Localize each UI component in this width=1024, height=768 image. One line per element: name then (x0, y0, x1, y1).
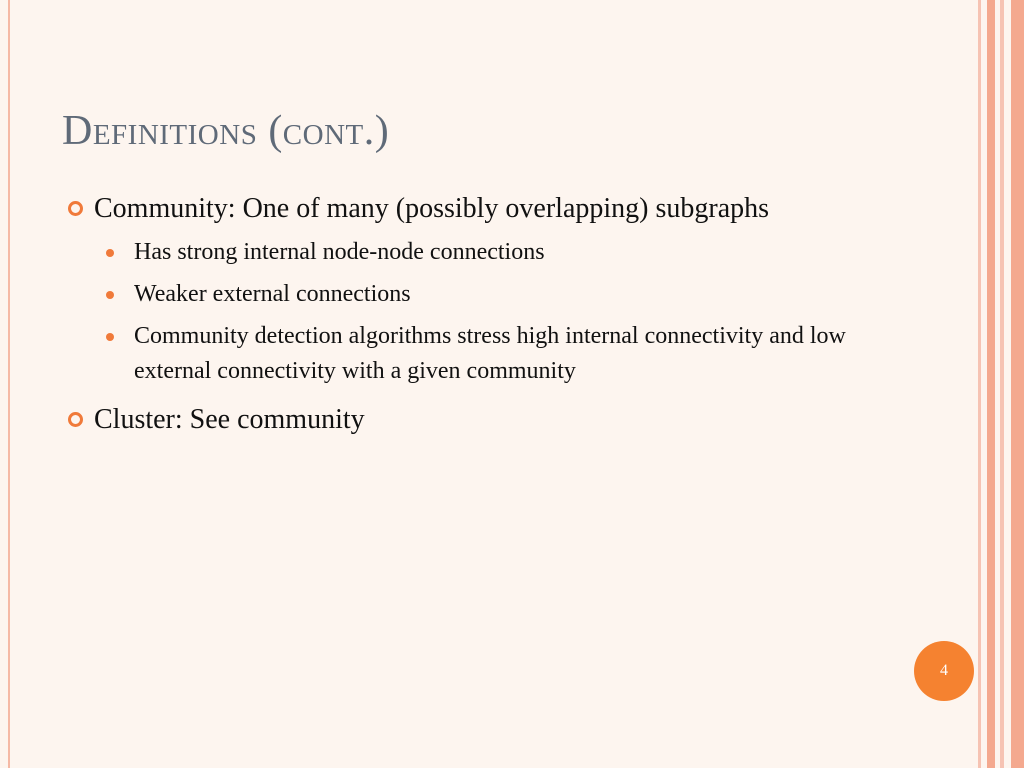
sub-bullet-list (62, 235, 882, 389)
sub-bullet-text: Weaker external connections (134, 281, 411, 307)
bullet-cluster (62, 401, 882, 438)
page-number: 4 (940, 662, 948, 679)
dot-bullet-icon (106, 249, 114, 257)
dot-bullet-icon (106, 333, 114, 341)
sub-bullet (62, 277, 882, 312)
right-decorative-stripe (987, 0, 995, 768)
right-decorative-stripe (978, 0, 981, 768)
bullet-community (62, 190, 882, 227)
sub-bullet (62, 235, 882, 270)
slide-body (62, 190, 882, 446)
sub-bullet-text: Has strong internal node-node connections (134, 239, 545, 265)
page-number-badge (914, 641, 974, 701)
dot-bullet-icon (106, 291, 114, 299)
right-decorative-stripe (1011, 0, 1024, 768)
bullet-text: Community: One of many (possibly overlapping) subgraphs (94, 193, 770, 224)
bullet-text: Cluster: See community (94, 404, 365, 435)
slide-title: Definitions (cont.) (62, 108, 390, 154)
sub-bullet (62, 319, 882, 389)
ring-bullet-icon (68, 412, 83, 427)
ring-bullet-icon (68, 201, 83, 216)
sub-bullet-text: Community detection algorithms stress high internal connectivity and low external connectivity with a given community (134, 323, 846, 384)
left-border-line (8, 0, 10, 768)
right-decorative-stripe (1000, 0, 1004, 768)
